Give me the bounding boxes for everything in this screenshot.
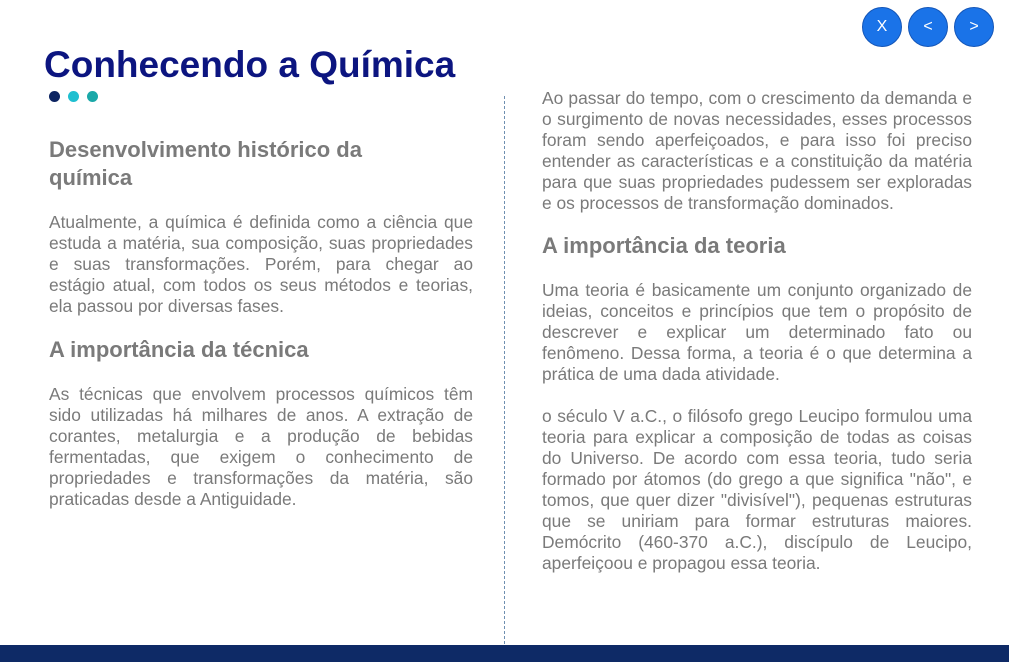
next-button[interactable]: > <box>954 7 994 47</box>
dot-icon <box>87 91 98 102</box>
paragraph: o século V a.C., o filósofo grego Leucipo formulou uma teoria para explicar a composição de todas as coisas do Universo. De acordo com essa teoria, tudo seria formado por átomos (do grego a que significa "não", e tomos, que quer dizer "divisível"), pequenas estruturas que se uniriam para formar estruturas maiores. Demócrito (460-370 a.C.), discípulo de Leucipo, aperfeiçoou e propagou essa teoria. <box>542 406 972 573</box>
section-heading: A importância da teoria <box>542 233 786 258</box>
paragraph: Ao passar do tempo, com o crescimento da demanda e o surgimento de novas necessidades, esses processos foram sendo aperfeiçoados, e para isso foi preciso entender as características e a constituição da matéria para que suas propriedades pudessem ser exploradas e os processos de transformação dominados. <box>542 88 972 213</box>
left-column <box>49 136 473 510</box>
section-heading: Desenvolvimento histórico da química <box>49 137 362 190</box>
paragraph: Atualmente, a química é definida como a ciência que estuda a matéria, sua composição, suas propriedades e suas transformações. Porém, para chegar ao estágio atual, com todos os seus métodos e teorias, ela passou por diversas fases. <box>49 212 473 316</box>
previous-button[interactable]: < <box>908 7 948 47</box>
footer-bar <box>0 645 1009 662</box>
paragraph: As técnicas que envolvem processos químicos têm sido utilizadas há milhares de anos. A extração de corantes, metalurgia e a produção de bebidas fermentadas, que exigem o conhecimento de propriedades e transformações da matéria, são praticadas desde a Antiguidade. <box>49 384 473 509</box>
section-heading: A importância da técnica <box>49 337 309 362</box>
dot-icon <box>49 91 60 102</box>
page-title: Conhecendo a Química <box>44 44 456 85</box>
close-button[interactable]: X <box>862 7 902 47</box>
column-divider <box>504 96 505 644</box>
right-column <box>542 88 972 574</box>
navigation-controls <box>862 7 994 47</box>
dot-icon <box>68 91 79 102</box>
decorative-dots <box>49 91 98 102</box>
paragraph: Uma teoria é basicamente um conjunto organizado de ideias, conceitos e princípios que tem o propósito de descrever e explicar um determinado fato ou fenômeno. Dessa forma, a teoria é o que determina a prática de uma dada atividade. <box>542 280 972 384</box>
